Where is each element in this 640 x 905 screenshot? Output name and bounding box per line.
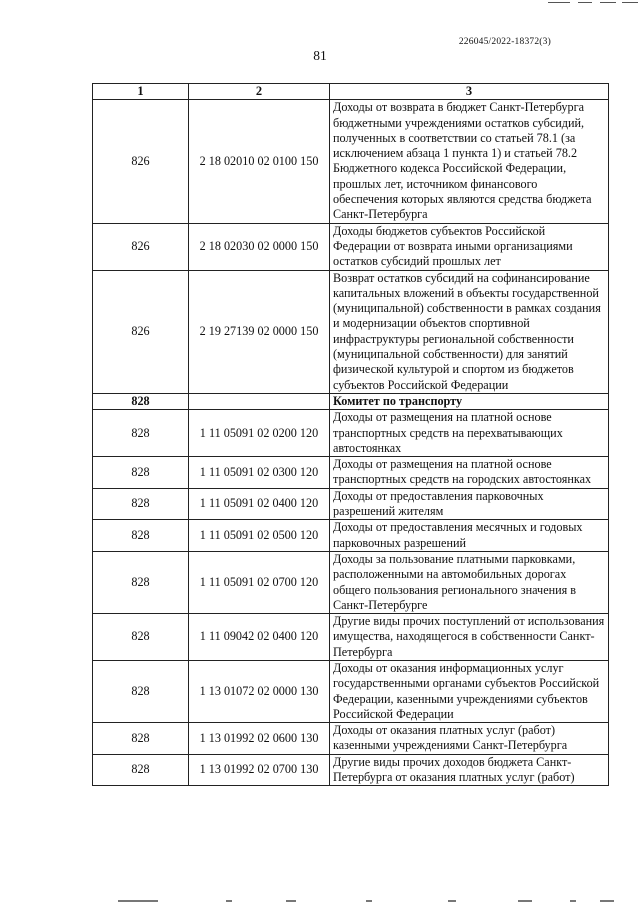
description-cell: Доходы от оказания информационных услуг государственными органами субъектов Российской Федерации, казенными учреждениями субъектов Российской Федерации (330, 660, 609, 722)
budget-code-cell: 1 11 05091 02 0200 120 (189, 410, 330, 457)
table-row (93, 660, 609, 722)
scan-edge-marks-bottom (118, 899, 618, 903)
budget-code-cell: 1 11 05091 02 0400 120 (189, 488, 330, 520)
page-number: 81 (313, 48, 327, 63)
table-section-row (93, 393, 609, 409)
table-row (93, 223, 609, 270)
table-row (93, 520, 609, 552)
description-cell: Доходы от размещения на платной основе транспортных средств на перехватывающих автостоянках (330, 410, 609, 457)
table-row (93, 551, 609, 613)
table-row (93, 410, 609, 457)
budget-code-cell: 1 13 01992 02 0700 130 (189, 754, 330, 786)
description-cell: Доходы от возврата в бюджет Санкт-Петербурга бюджетными учреждениями остатков субсидий, полученных в соответствии со статьей 78.1 (за исключением абзаца 1 пункта 1) и статьей 78.2 Бюджетного кодекса Российской Федерации, прошлых лет, источником финансового обеспечения которых являются средства бюджета Санкт-Петербурга (330, 100, 609, 223)
table-row (93, 100, 609, 223)
budget-codes-table (92, 83, 609, 786)
scan-edge-marks-top (530, 0, 640, 6)
budget-code-cell (189, 393, 330, 409)
column-header-3: 3 (330, 84, 609, 100)
description-cell: Доходы от оказания платных услуг (работ) казенными учреждениями Санкт-Петербурга (330, 723, 609, 755)
budget-code-cell: 2 19 27139 02 0000 150 (189, 270, 330, 393)
admin-code-cell: 828 (93, 488, 189, 520)
budget-code-cell: 1 11 05091 02 0300 120 (189, 457, 330, 489)
document-code: 226045/2022-18372(3) (458, 37, 551, 47)
description-cell: Доходы от размещения на платной основе транспортных средств на городских автостоянках (330, 457, 609, 489)
admin-code-cell: 828 (93, 393, 189, 409)
budget-code-cell: 2 18 02030 02 0000 150 (189, 223, 330, 270)
budget-code-cell: 1 11 05091 02 0700 120 (189, 551, 330, 613)
admin-code-cell: 826 (93, 223, 189, 270)
budget-code-cell: 1 11 09042 02 0400 120 (189, 614, 330, 661)
description-cell: Доходы бюджетов субъектов Российской Федерации от возврата иными организациями остатков субсидий прошлых лет (330, 223, 609, 270)
admin-code-cell: 828 (93, 660, 189, 722)
admin-code-cell: 828 (93, 614, 189, 661)
table-body (93, 100, 609, 786)
admin-code-cell: 828 (93, 723, 189, 755)
admin-code-cell: 828 (93, 551, 189, 613)
description-cell: Другие виды прочих поступлений от использования имущества, находящегося в собственности Санкт-Петербурга (330, 614, 609, 661)
description-cell: Доходы за пользование платными парковками, расположенными на автомобильных дорогах общего пользования регионального значения в Санкт-Петербурге (330, 551, 609, 613)
admin-code-cell: 826 (93, 270, 189, 393)
table-row (93, 754, 609, 786)
budget-code-cell: 1 13 01992 02 0600 130 (189, 723, 330, 755)
column-header-2: 2 (189, 84, 330, 100)
admin-code-cell: 828 (93, 520, 189, 552)
table-header-row (93, 84, 609, 100)
section-title-cell: Комитет по транспорту (330, 393, 609, 409)
description-cell: Доходы от предоставления месячных и годовых парковочных разрешений (330, 520, 609, 552)
admin-code-cell: 826 (93, 100, 189, 223)
column-header-1: 1 (93, 84, 189, 100)
admin-code-cell: 828 (93, 754, 189, 786)
table-row (93, 614, 609, 661)
table-row (93, 270, 609, 393)
budget-code-cell: 1 13 01072 02 0000 130 (189, 660, 330, 722)
admin-code-cell: 828 (93, 457, 189, 489)
admin-code-cell: 828 (93, 410, 189, 457)
table-row (93, 723, 609, 755)
description-cell: Другие виды прочих доходов бюджета Санкт-Петербурга от оказания платных услуг (работ) (330, 754, 609, 786)
table-row (93, 488, 609, 520)
description-cell: Возврат остатков субсидий на софинансирование капитальных вложений в объекты государственной (муниципальной) собственности в рамках создания и модернизации объектов спортивной инфраструктуры региональной собственности (муниципальной собственности) для занятий физической культурой и спортом из бюджетов субъектов Российской Федерации (330, 270, 609, 393)
description-cell: Доходы от предоставления парковочных разрешений жителям (330, 488, 609, 520)
table-row (93, 457, 609, 489)
budget-code-cell: 1 11 05091 02 0500 120 (189, 520, 330, 552)
budget-code-cell: 2 18 02010 02 0100 150 (189, 100, 330, 223)
